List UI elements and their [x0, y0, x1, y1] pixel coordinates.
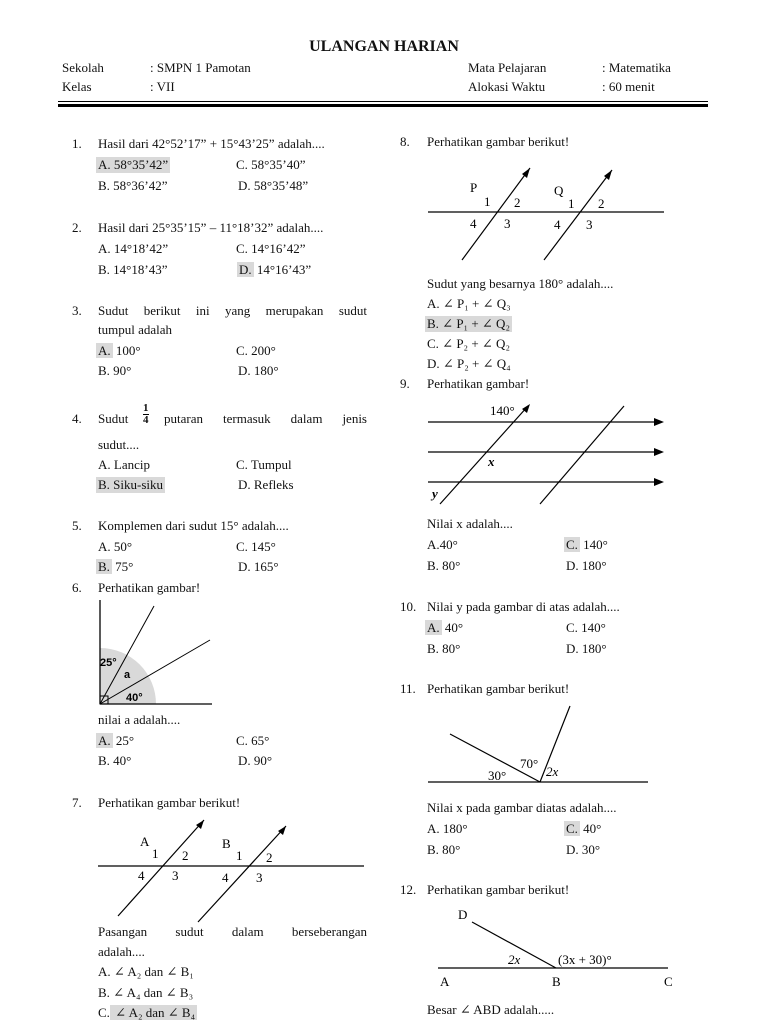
q9-transversal-1 [440, 406, 528, 504]
q9-option-a[interactable]: A.40° [427, 537, 458, 552]
q6-stem: Perhatikan gambar! [98, 580, 201, 595]
q10-option-b[interactable]: B. 80° [427, 641, 461, 656]
q4-stem-line2: sudut.... [98, 437, 140, 452]
q8-label-p4: 4 [470, 216, 477, 231]
q4-number: 4. [72, 411, 82, 426]
q6-number: 6. [72, 580, 82, 595]
q9-arrowhead-2 [654, 448, 664, 456]
q7-transversal-b [198, 826, 286, 922]
q6-option-a-letter: A. [98, 733, 111, 748]
q5-option-a[interactable]: A. 50° [98, 539, 133, 554]
q11-option-c-letter: C. [566, 821, 578, 836]
q2-option-d-letter: D. [239, 262, 252, 277]
q9-stem: Perhatikan gambar! [427, 376, 530, 391]
q4-option-b[interactable]: B. Siku-siku [98, 477, 164, 492]
q1-stem: Hasil dari 42°52’17” + 15°43’25” adalah.... [98, 136, 325, 151]
q11-option-d[interactable]: D. 30° [566, 842, 601, 857]
q7-option-c-text: ∠ A₂ dan ∠ B₄ [111, 1005, 196, 1020]
q11-option-c-text: 40° [579, 821, 602, 836]
q7-label-a2: 2 [182, 848, 189, 863]
q7-option-c[interactable] [98, 1005, 197, 1021]
q11-option-c[interactable] [564, 821, 601, 837]
q3-stem-line1: Sudut berikut ini yang merupakan sudut [98, 303, 367, 318]
q9-label-x: x [488, 454, 495, 469]
q10-option-d[interactable]: D. 180° [566, 641, 607, 656]
q7-label-a3: 3 [172, 868, 179, 883]
q6-label-a: a [124, 669, 131, 681]
q12-label-2x: 2x [508, 952, 521, 967]
q7-option-b[interactable]: B. ∠ A₄ dan ∠ B₃ [98, 985, 194, 1000]
q3-option-d[interactable]: D. 180° [238, 363, 279, 378]
q7-number: 7. [72, 795, 82, 810]
q11-label-70: 70° [520, 756, 539, 771]
q7-stem: Perhatikan gambar berikut! [98, 795, 241, 810]
q8-label-q2: 2 [598, 196, 605, 211]
q4-fraction [143, 403, 149, 426]
q8-option-c[interactable]: C. ∠ P₂ + ∠ Q₂ [427, 336, 510, 351]
q9-option-c-text: 140° [579, 537, 608, 552]
q2-option-c[interactable]: C. 14°16’42” [236, 241, 306, 256]
q7-label-B: B [222, 836, 231, 851]
q9-label-140: 140° [490, 403, 515, 418]
q7-option-a[interactable]: A. ∠ A₂ dan ∠ B₁ [98, 964, 194, 979]
q6-option-c[interactable]: C. 65° [236, 733, 270, 748]
header-divider-thin [58, 101, 708, 102]
q5-option-d[interactable]: D. 165° [238, 559, 279, 574]
q3-option-b[interactable]: B. 90° [98, 363, 132, 378]
q8-label-p3: 3 [504, 216, 511, 231]
q10-option-a-text: 40° [441, 620, 464, 635]
q7-transversal-a [118, 820, 204, 916]
q6-option-b[interactable]: B. 40° [98, 753, 132, 768]
q2-stem: Hasil dari 25°35’15” – 11°18’32” adalah.... [98, 220, 324, 235]
q5-option-b-text: 75° [111, 559, 134, 574]
q8-number: 8. [400, 134, 410, 149]
q8-label-p2: 2 [514, 195, 521, 210]
q4-stem-pre: Sudut [98, 411, 129, 426]
q1-number: 1. [72, 136, 82, 151]
q9-arrowhead-3 [654, 478, 664, 486]
q4-stem-post: putaran termasuk dalam jenis [164, 411, 367, 426]
q1-option-c[interactable]: C. 58°35’40” [236, 157, 306, 172]
q10-option-c[interactable]: C. 140° [566, 620, 606, 635]
q8-label-p1: 1 [484, 194, 491, 209]
q10-option-a-letter: A. [427, 620, 440, 635]
q6-figure [96, 598, 216, 708]
q9-arrowhead-1 [654, 418, 664, 426]
class-value: : VII [150, 79, 175, 94]
q11-label-2x: 2x [546, 764, 559, 779]
school-value: : SMPN 1 Pamotan [150, 60, 251, 75]
q12-label-A: A [440, 974, 450, 989]
q10-stem: Nilai y pada gambar di atas adalah.... [427, 599, 620, 614]
q7-label-a1: 1 [152, 846, 159, 861]
q8-stem: Perhatikan gambar berikut! [427, 134, 570, 149]
q6-option-d[interactable]: D. 90° [238, 753, 273, 768]
q12-label-C: C [664, 974, 673, 989]
q2-option-d[interactable] [237, 262, 311, 278]
time-value: : 60 menit [602, 79, 655, 94]
q6-label-25: 25° [100, 657, 117, 669]
q1-option-d[interactable]: D. 58°35’48” [238, 178, 309, 193]
q8-label-q3: 3 [586, 217, 593, 232]
q3-number: 3. [72, 303, 82, 318]
q2-option-d-text: 14°16’43” [253, 262, 312, 277]
q9-label-y: y [432, 486, 438, 501]
q12-stem-line2: Besar ∠ ABD adalah..... [427, 1002, 555, 1017]
q8-stem-line2: Sudut yang besarnya 180° adalah.... [427, 276, 614, 291]
q8-label-q1: 1 [568, 196, 575, 211]
q6-stem-line2: nilai a adalah.... [98, 712, 181, 727]
q8-figure [428, 162, 668, 262]
q7-stem-line2: Pasangan sudut dalam berseberangan [98, 924, 367, 939]
q3-option-a-text: 100° [112, 343, 141, 358]
q4-option-a[interactable]: A. Lancip [98, 457, 150, 472]
q12-stem: Perhatikan gambar berikut! [427, 882, 570, 897]
q8-label-q4: 4 [554, 217, 561, 232]
q5-option-b-letter: B. [98, 559, 110, 574]
q12-number: 12. [400, 882, 417, 897]
q4-option-d[interactable]: D. Refleks [238, 477, 294, 492]
q9-option-c[interactable] [564, 537, 608, 553]
q2-number: 2. [72, 220, 82, 235]
q1-option-a[interactable]: A. 58°35’42” [98, 157, 169, 172]
q7-stem-line3: adalah.... [98, 944, 145, 959]
q5-option-b[interactable] [96, 559, 133, 575]
subject-label: Mata Pelajaran [468, 60, 547, 75]
q6-option-a[interactable] [96, 733, 134, 749]
q7-option-c-letter: C. [98, 1005, 110, 1020]
q4-option-c[interactable]: C. Tumpul [236, 457, 292, 472]
q8-option-b[interactable]: B. ∠ P₁ + ∠ Q₂ [427, 316, 510, 331]
q11-number: 11. [400, 681, 416, 696]
q9-stem-line2: Nilai x adalah.... [427, 516, 513, 531]
time-label: Alokasi Waktu [468, 79, 546, 94]
header-divider-thick [58, 104, 708, 107]
q8-option-d[interactable]: D. ∠ P₂ + ∠ Q₄ [427, 356, 511, 371]
q7-label-a4: 4 [138, 868, 145, 883]
q9-option-c-letter: C. [566, 537, 578, 552]
q10-option-a[interactable] [425, 620, 463, 636]
q8-label-Q: Q [554, 183, 564, 198]
q6-label-40: 40° [126, 692, 143, 704]
q7-figure [98, 816, 368, 926]
q4-fraction-numerator: 1 [143, 402, 149, 414]
q2-option-a[interactable]: A. 14°18’42” [98, 241, 169, 256]
q3-option-a-letter: A. [98, 343, 111, 358]
q11-figure [428, 700, 653, 790]
q8-option-a[interactable]: A. ∠ P₁ + ∠ Q₃ [427, 296, 511, 311]
q7-label-b4: 4 [222, 870, 229, 885]
q7-label-b2: 2 [266, 850, 273, 865]
subject-value: : Matematika [602, 60, 671, 75]
q11-option-b[interactable]: B. 80° [427, 842, 461, 857]
q9-transversal-2 [540, 406, 624, 504]
q5-stem: Komplemen dari sudut 15° adalah.... [98, 518, 289, 533]
q9-option-d[interactable]: D. 180° [566, 558, 607, 573]
q4-fraction-denominator: 4 [143, 414, 149, 426]
q11-stem: Perhatikan gambar berikut! [427, 681, 570, 696]
q2-option-b[interactable]: B. 14°18’43” [98, 262, 168, 277]
class-label: Kelas [62, 79, 92, 94]
q7-label-b3: 3 [256, 870, 263, 885]
q6-option-a-text: 25° [112, 733, 135, 748]
q9-option-b[interactable]: B. 80° [427, 558, 461, 573]
q8-label-P: P [470, 180, 478, 195]
q12-label-D: D [458, 907, 468, 922]
q9-figure [428, 400, 668, 505]
q10-number: 10. [400, 599, 417, 614]
q12-figure [428, 900, 678, 992]
q11-stem-line2: Nilai x pada gambar diatas adalah.... [427, 800, 617, 815]
q12-label-B: B [552, 974, 561, 989]
q3-stem-line2: tumpul adalah [98, 322, 173, 337]
q11-option-a[interactable]: A. 180° [427, 821, 468, 836]
q1-option-b[interactable]: B. 58°36’42” [98, 178, 168, 193]
q3-option-a[interactable] [96, 343, 141, 359]
page-title: ULANGAN HARIAN [309, 38, 459, 55]
school-label: Sekolah [62, 60, 104, 75]
q12-label-expr: (3x + 30)° [558, 952, 612, 967]
q9-number: 9. [400, 376, 410, 391]
q11-label-30: 30° [488, 768, 507, 783]
q7-label-A: A [140, 834, 150, 849]
q7-label-b1: 1 [236, 848, 243, 863]
q5-option-c[interactable]: C. 145° [236, 539, 276, 554]
q5-number: 5. [72, 518, 82, 533]
q3-option-c[interactable]: C. 200° [236, 343, 276, 358]
